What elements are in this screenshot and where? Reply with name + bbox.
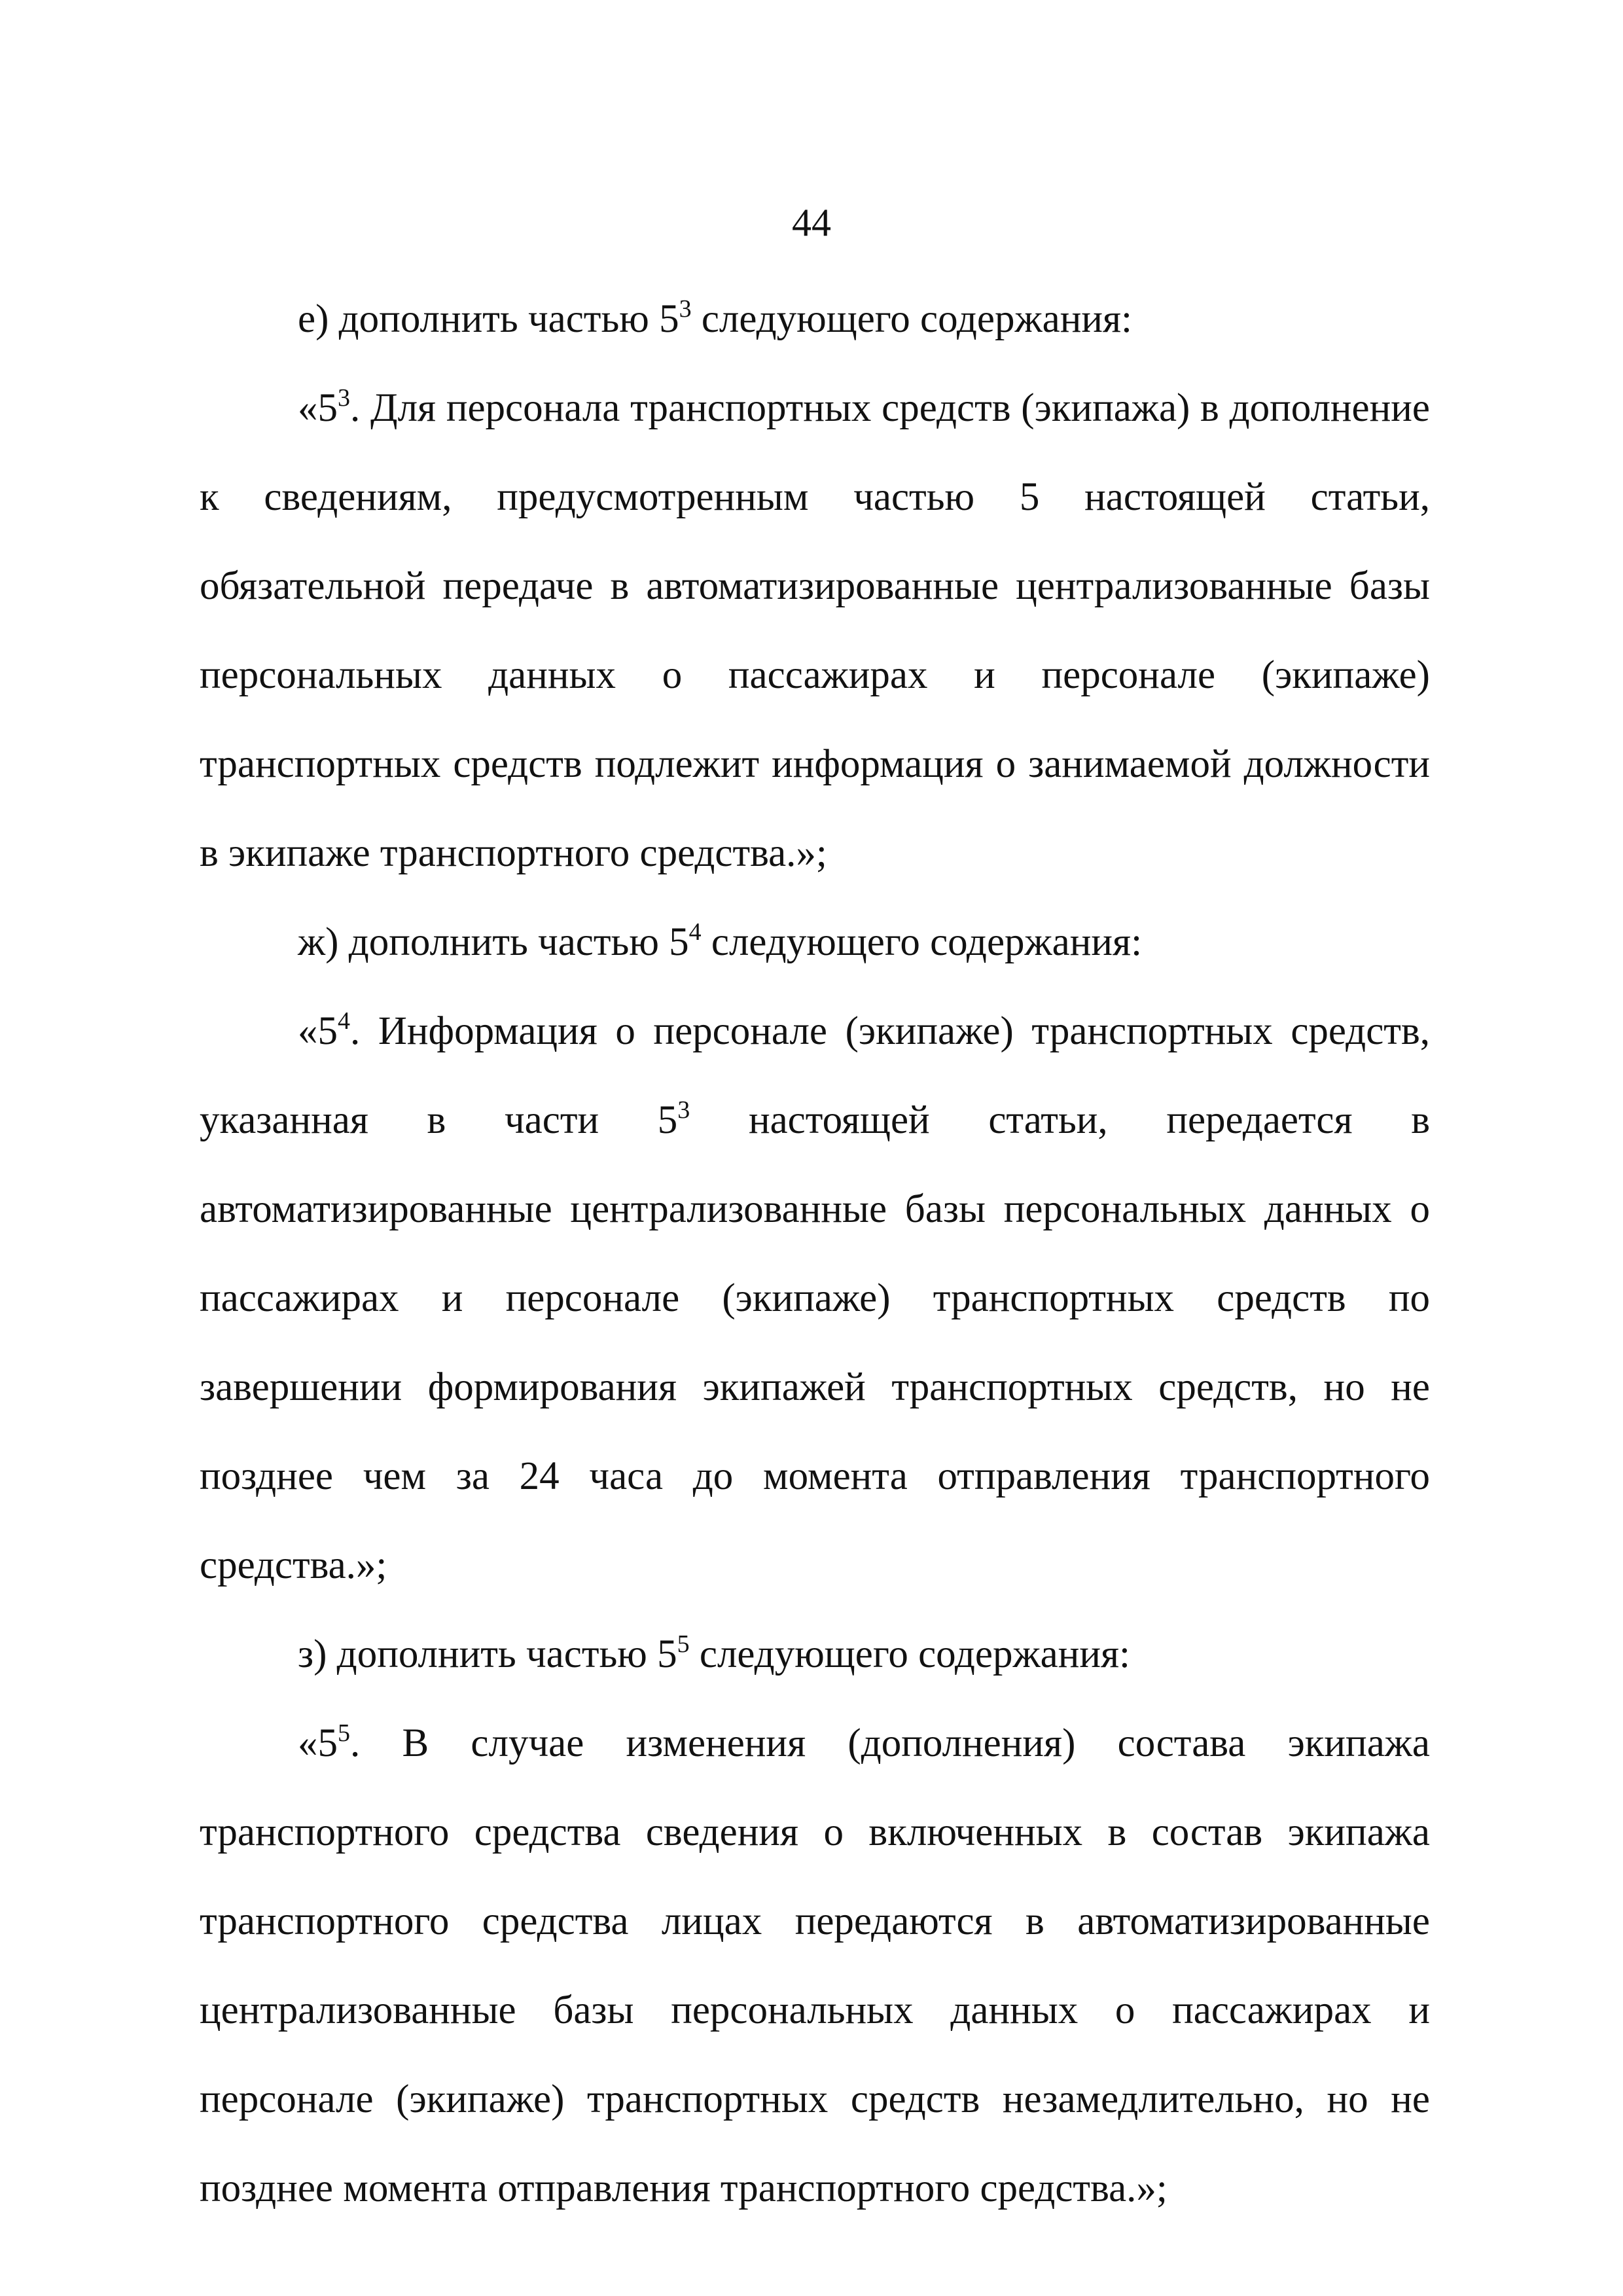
part-5-3-text: Для персонала транспортных средств (экипажа) в дополнение к сведениям, предусмотренным частью 5 настоящей статьи, обязательной передаче в автоматизированные централизованные базы персональных данных о пассажирах и персонале (экипаже) транспортных средств подлежит информация о занимаемой должности в экипаже транспортного средства.»; [200, 386, 1430, 875]
paragraph-intro-e [200, 275, 1430, 364]
paragraph-intro-zh [200, 898, 1430, 987]
part-number [298, 386, 360, 430]
page-number: 44 [792, 201, 831, 244]
paragraph-part-5-4 [200, 987, 1430, 1610]
part-number-open: «5 [298, 386, 338, 430]
intro-zh-superscript: 4 [688, 918, 702, 946]
part-number-dot: . [350, 1721, 361, 1765]
paragraph-intro-z [200, 1610, 1430, 1699]
intro-e-text-end: следующего содержания: [691, 297, 1132, 341]
part-5-4-text-a: Информация о персонале (экипаже) транспортных средств, указанная в части 5 [200, 1009, 1430, 1142]
intro-e-text: е) дополнить частью 5 [298, 297, 679, 341]
part-5-4-text-b: настоящей статьи, передается в автоматизированные централизованные базы персональных данных о пассажирах и персонале (экипаже) транспортных средств по завершении формирования экипажей транспортных средств, но не позднее чем за 24 часа до момента отправления транспортного средства.»; [200, 1098, 1430, 1587]
part-number [298, 1721, 360, 1765]
part-number-open: «5 [298, 1009, 338, 1053]
intro-z-text-end: следующего содержания: [689, 1632, 1131, 1676]
intro-zh-text-end: следующего содержания: [701, 920, 1143, 964]
part-number [298, 1009, 360, 1053]
part-number-dot: . [350, 1009, 361, 1053]
part-number-dot: . [350, 386, 361, 430]
paragraph-part-5-3 [200, 364, 1430, 898]
paragraph-part-5-5 [200, 1699, 1430, 2233]
part-number-superscript: 4 [338, 1007, 350, 1035]
intro-z-superscript: 5 [677, 1630, 690, 1658]
intro-zh-text: ж) дополнить частью 5 [298, 920, 689, 964]
intro-e-superscript: 3 [679, 295, 692, 323]
intro-z-text: з) дополнить частью 5 [298, 1632, 677, 1676]
part-5-4-text-superscript: 3 [677, 1096, 690, 1124]
document-body [200, 275, 1430, 2233]
part-number-superscript: 5 [338, 1719, 350, 1747]
part-5-5-text: В случае изменения (дополнения) состава экипажа транспортного средства сведения о включенных в состав экипажа транспортного средства лицах передаются в автоматизированные централизованные базы персональных данных о пассажирах и персонале (экипаже) транспортных средств незамедлительно, но не позднее момента отправления транспортного средства.»; [200, 1721, 1430, 2210]
part-number-open: «5 [298, 1721, 338, 1765]
part-number-superscript: 3 [338, 384, 350, 412]
